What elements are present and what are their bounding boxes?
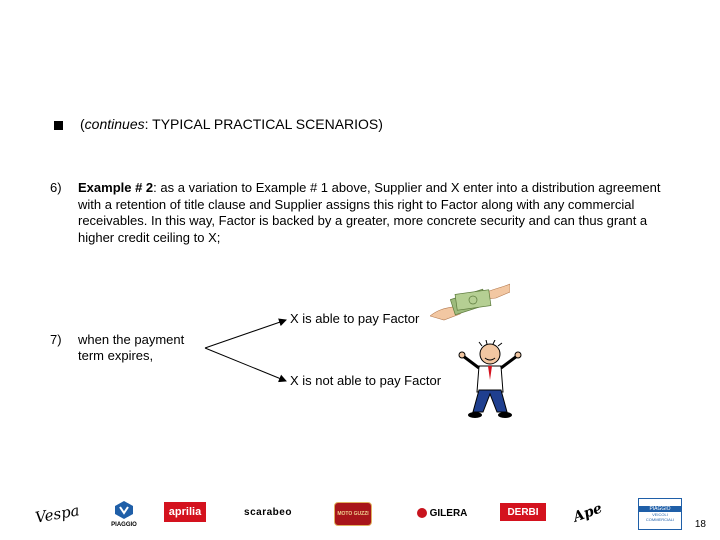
outcome-not-pay: X is not able to pay Factor <box>290 373 442 388</box>
arrow-to-not-pay <box>205 348 286 381</box>
scarabeo-logo: scarabeo <box>244 506 292 518</box>
outcome-pay: X is able to pay Factor <box>290 311 420 326</box>
gilera-logo: GILERA <box>410 504 474 522</box>
piaggio-logo: PIAGGIO <box>104 494 144 534</box>
item-7-text: when the payment term expires, <box>78 332 185 363</box>
vespa-logo: Vespa <box>33 501 81 527</box>
moto-guzzi-logo: MOTO GUZZI <box>334 502 372 526</box>
item-6-title: Example # 2 <box>78 180 154 195</box>
brand-logo-bar <box>0 488 720 540</box>
item-7-number: 7) <box>50 332 62 347</box>
aprilia-logo: aprilia <box>164 502 206 522</box>
piaggio-shield-icon <box>114 500 134 520</box>
distressed-man-icon <box>455 340 525 420</box>
heading-continues: continues <box>84 116 145 132</box>
item-6-text: : as a variation to Example # 1 above, Supplier and X enter into a distribution agreement with a retention of title clause and Supplier assigns this right to Factor along with any commercial receivables. In this way, Factor is backed by a greater, more concrete security and can thus grant a higher credit ceiling to X; <box>78 180 661 245</box>
money-handoff-icon <box>430 278 510 328</box>
derbi-logo: DERBI <box>500 503 546 521</box>
section-heading: (continues: TYPICAL PRACTICAL SCENARIOS) <box>80 116 383 132</box>
gilera-emblem-icon <box>417 508 427 518</box>
arrow-to-pay <box>205 320 286 348</box>
item-6-number: 6) <box>50 180 62 195</box>
page-number: 18 <box>694 519 706 530</box>
piaggio-commercial-logo: PIAGGIO VEICOLI COMMERCIALI <box>638 498 682 530</box>
ape-logo: Ape <box>571 500 605 526</box>
